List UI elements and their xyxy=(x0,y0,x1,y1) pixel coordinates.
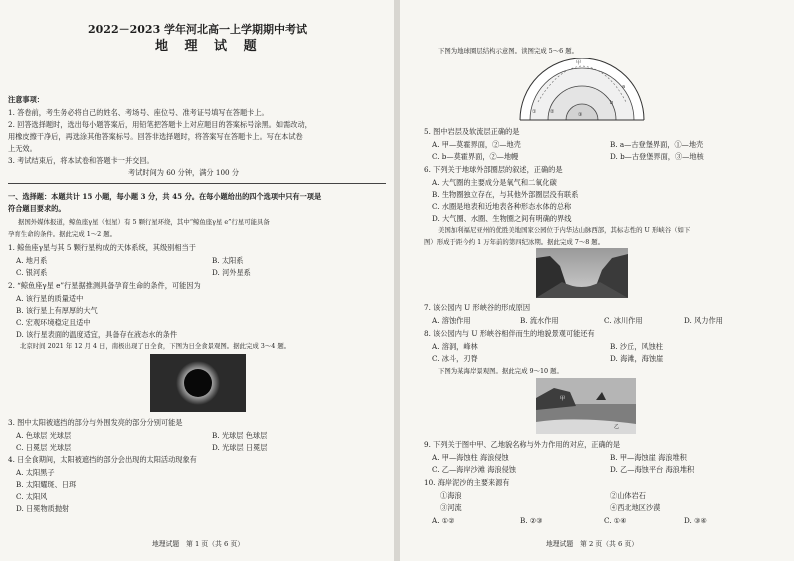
intro-text: 据国外媒体报道，鲸鱼座γ星（恒星）有 5 颗行星环绕，其中“鲸鱼座γ星 e”行星可能具备 xyxy=(18,218,270,226)
notice-line: 用橡皮擦干净后，再选涂其他答案标号。回答非选择题时，将答案写在答题卡上。写在本试卷 xyxy=(8,132,303,141)
option: D. b—古登堡界面，③—地核 xyxy=(610,152,704,161)
option: A. 甲—莫霍界面，②—地壳 xyxy=(432,140,521,149)
option: D. 日冕物质抛射 xyxy=(16,504,70,513)
exam-page-1 xyxy=(0,0,394,561)
question-9: 9. 下列关于图中甲、乙地貌名称与外力作用的对应，正确的是 xyxy=(424,440,621,449)
exam-subject: 地 理 试 题 xyxy=(155,39,263,54)
option: B. 生物圈独立存在，与其他外部圈层没有联系 xyxy=(432,190,579,199)
statement: ②山体岩石 xyxy=(610,491,646,500)
notice-line: 上无效。 xyxy=(8,144,37,153)
option: B. 太阳系 xyxy=(212,256,244,265)
section-heading: 一、选择题：本题共计 15 小题，每小题 3 分，共 45 分。在每小题给出的四个选项中只有一项是 xyxy=(8,192,322,201)
option: A. 色球层 光球层 xyxy=(16,431,72,440)
option: B. 太阳耀斑、日珥 xyxy=(16,480,77,489)
intro-text: 下图为地球圈层结构示意图。读图完成 5～6 题。 xyxy=(438,47,579,55)
page-footer: 地理试题 第 2 页（共 6 页） xyxy=(546,540,639,548)
option: A. 甲—海蚀柱 海浪侵蚀 xyxy=(432,453,509,462)
option: C. ①④ xyxy=(604,516,627,525)
intro-text: 孕育生命的条件。据此完成 1～2 题。 xyxy=(8,230,117,238)
option: A. 该行星的质量适中 xyxy=(16,294,84,303)
notice-line: 1. 答卷前，考生务必将自己的姓名、考场号、座位号、准考证号填写在答题卡上。 xyxy=(8,108,269,117)
option: D. 风力作用 xyxy=(684,316,723,325)
option: D. 该行星表面的温度适宜，具备存在液态水的条件 xyxy=(16,330,178,339)
intro-text: 美国加利福尼亚州的优胜美地国家公园位于内华达山脉西部，其标志性的 U 形峡谷（如下 xyxy=(438,226,691,234)
question-6: 6. 下列关于地球外部圈层的叙述，正确的是 xyxy=(424,165,563,174)
statement: ①海浪 xyxy=(440,491,462,500)
option: A. ①② xyxy=(432,516,455,525)
notice-heading: 注意事项： xyxy=(8,95,44,104)
option: B. 沙丘，风蚀柱 xyxy=(610,342,663,351)
option: D. 河外星系 xyxy=(212,268,251,277)
question-5: 5. 图中岩层及软流层正确的是 xyxy=(424,127,520,136)
option: A. 溶洞，峰林 xyxy=(432,342,478,351)
question-8: 8. 该公园内与 U 形峡谷相伴而生的地貌景观可能还有 xyxy=(424,329,595,338)
question-7: 7. 该公园内 U 形峡谷的形成原因 xyxy=(424,303,531,312)
notice-line: 2. 回答选择题时，选出每小题答案后，用铅笔把答题卡上对应题目的答案标号涂黑。如需改动， xyxy=(8,120,312,129)
option: B. a—古登堡界面，①—地壳 xyxy=(610,140,704,149)
option: C. b—莫霍界面，②—地幔 xyxy=(432,152,519,161)
option: A. 溶蚀作用 xyxy=(432,316,471,325)
option: C. 冰斗，刃脊 xyxy=(432,354,478,363)
option: C. 水圈是地表和近地表各种形态水体的总称 xyxy=(432,202,572,211)
solar-eclipse-photo xyxy=(150,354,246,412)
coast-photo xyxy=(536,378,636,434)
question-3: 3. 图中太阳被遮挡的部分与外围发亮的部分分别可能是 xyxy=(8,418,183,427)
option: A. 地月系 xyxy=(16,256,48,265)
option: B. 流水作用 xyxy=(520,316,559,325)
option: A. 大气圈的主要成分是氧气和二氧化碳 xyxy=(432,178,557,187)
intro-text: 北京时间 2021 年 12 月 4 日，南极出现了日全食，下图为日全食景观图。据此完成 3～4 题。 xyxy=(20,342,291,350)
statement: ③河流 xyxy=(440,503,462,512)
option: D. 光球层 日冕层 xyxy=(212,443,268,452)
option: D. 海滩，海蚀崖 xyxy=(610,354,664,363)
option: C. 太阳风 xyxy=(16,492,48,501)
option: B. 该行星上有厚厚的大气 xyxy=(16,306,98,315)
option: C. 日冕层 光球层 xyxy=(16,443,72,452)
statement: ④西北地区沙漠 xyxy=(610,503,661,512)
divider xyxy=(8,183,386,184)
exam-info: 考试时间为 60 分钟，满分 100 分 xyxy=(128,168,240,177)
option: C. 银河系 xyxy=(16,268,48,277)
option: C. 乙—海岸沙滩 海浪侵蚀 xyxy=(432,465,516,474)
svg-text:③: ③ xyxy=(578,112,583,118)
svg-text:甲: 甲 xyxy=(560,396,566,402)
section-heading-cont: 符合题目要求的。 xyxy=(8,204,66,213)
question-10: 10. 海岸泥沙的主要来源有 xyxy=(424,478,510,487)
svg-text:①: ① xyxy=(532,109,537,115)
svg-text:a: a xyxy=(622,84,626,90)
question-1: 1. 鲸鱼座γ星与其 5 颗行星构成的天体系统，其级别相当于 xyxy=(8,243,196,252)
option: C. 冰川作用 xyxy=(604,316,643,325)
svg-text:b: b xyxy=(610,100,614,106)
page-footer: 地理试题 第 1 页（共 6 页） xyxy=(152,540,245,548)
intro-text: 下图为某海岸景观图。据此完成 9～10 题。 xyxy=(438,367,563,375)
option: A. 太阳黑子 xyxy=(16,468,55,477)
svg-text:②: ② xyxy=(550,109,555,115)
exam-title: 2022－2023 学年河北高一上学期期中考试 xyxy=(88,23,308,36)
svg-text:乙: 乙 xyxy=(614,424,620,430)
svg-text:甲: 甲 xyxy=(576,60,582,66)
option: B. 光球层 色球层 xyxy=(212,431,268,440)
option: C. 宏观环境稳定且适中 xyxy=(16,318,91,327)
option: D. ③④ xyxy=(684,516,707,525)
option: D. 乙—海蚀平台 海浪堆积 xyxy=(610,465,695,474)
exam-page-2 xyxy=(400,0,794,561)
option: D. 大气圈、水圈、生物圈之间有明确的界线 xyxy=(432,214,572,223)
question-4: 4. 日全食期间，太阳被遮挡的部分会出现的太阳活动现象有 xyxy=(8,455,197,464)
question-2: 2. “鲸鱼座γ星 e”行星据推测具备孕育生命的条件，可能因为 xyxy=(8,281,201,290)
u-valley-photo xyxy=(536,248,628,298)
earth-layers-diagram xyxy=(518,58,646,122)
option: B. ②③ xyxy=(520,516,543,525)
intro-text: 图）形成于距今约 1 万年前的第四纪冰期。据此完成 7～8 题。 xyxy=(424,238,605,246)
option: B. 甲—海蚀崖 海浪堆积 xyxy=(610,453,687,462)
notice-line: 3. 考试结束后，将本试卷和答题卡一并交回。 xyxy=(8,156,154,165)
